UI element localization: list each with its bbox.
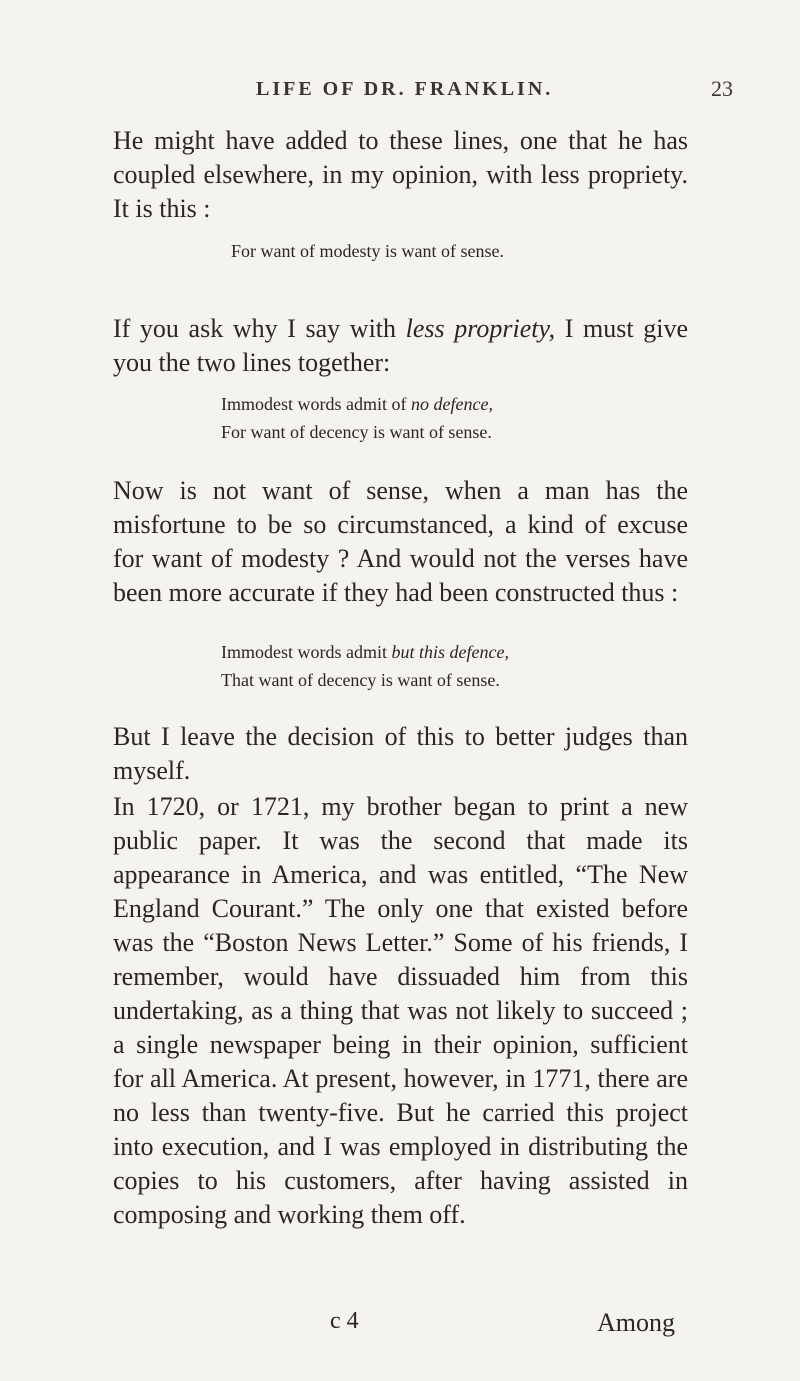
verse-text: Immodest words admit <box>221 642 392 662</box>
verse-text: Immodest words admit of <box>221 394 411 414</box>
paragraph-2-emphasis: less propriety, <box>405 314 556 343</box>
page-number: 23 <box>711 76 733 101</box>
paragraph-2-text: If you ask why I say with <box>113 314 406 343</box>
verse-line: For want of modesty is want of sense. <box>231 241 504 261</box>
signature-mark: c 4 <box>330 1308 359 1334</box>
verse-line <box>221 390 493 418</box>
paragraph-2-text-end: I must give you the two lines together: <box>113 314 688 377</box>
running-head: LIFE OF DR. FRANKLIN. <box>256 78 554 100</box>
page-header <box>0 78 800 108</box>
paragraph-3: Now is not want of sense, when a man has the misfortune to be so circumstanced, a kind of excuse for want of modesty ? And would not the verses have been more accurate if they had been constructed thus : <box>113 476 688 607</box>
paragraph-4: But I leave the decision of this to better judges than myself. <box>113 722 688 785</box>
verse-1 <box>231 237 504 265</box>
catchword: Among <box>597 1308 675 1337</box>
verse-line <box>221 418 493 446</box>
verse-emphasis: no defence, <box>410 394 493 414</box>
verse-line <box>221 666 509 694</box>
verse-2 <box>221 390 493 446</box>
verse-text: For want of decency is want of sense. <box>221 422 492 442</box>
verse-line <box>221 638 509 666</box>
paragraph-5: In 1720, or 1721, my brother began to print a new public paper. It was the second that made its appearance in America, and was entitled, “The New England Courant.” The only one that existed before was the “Boston News Letter.” Some of his friends, I remember, would have dissuaded him from this undertaking, as a thing that was not likely to succeed ; a single newspaper being in their opinion, sufficient for all America. At present, however, in 1771, there are no less than twenty-five. But he carried this project into execution, and I was employed in distributing the copies to his customers, after having assisted in composing and working them off. <box>113 792 688 1229</box>
verse-text: That want of decency is want of sense. <box>221 670 500 690</box>
paragraph-2 <box>113 312 688 380</box>
verse-3 <box>221 638 509 694</box>
verse-emphasis: but this defence, <box>391 642 509 662</box>
page-footer <box>0 1308 800 1342</box>
paragraph-1: He might have added to these lines, one that he has coupled elsewhere, in my opinion, with less propriety. It is this : <box>113 126 688 223</box>
